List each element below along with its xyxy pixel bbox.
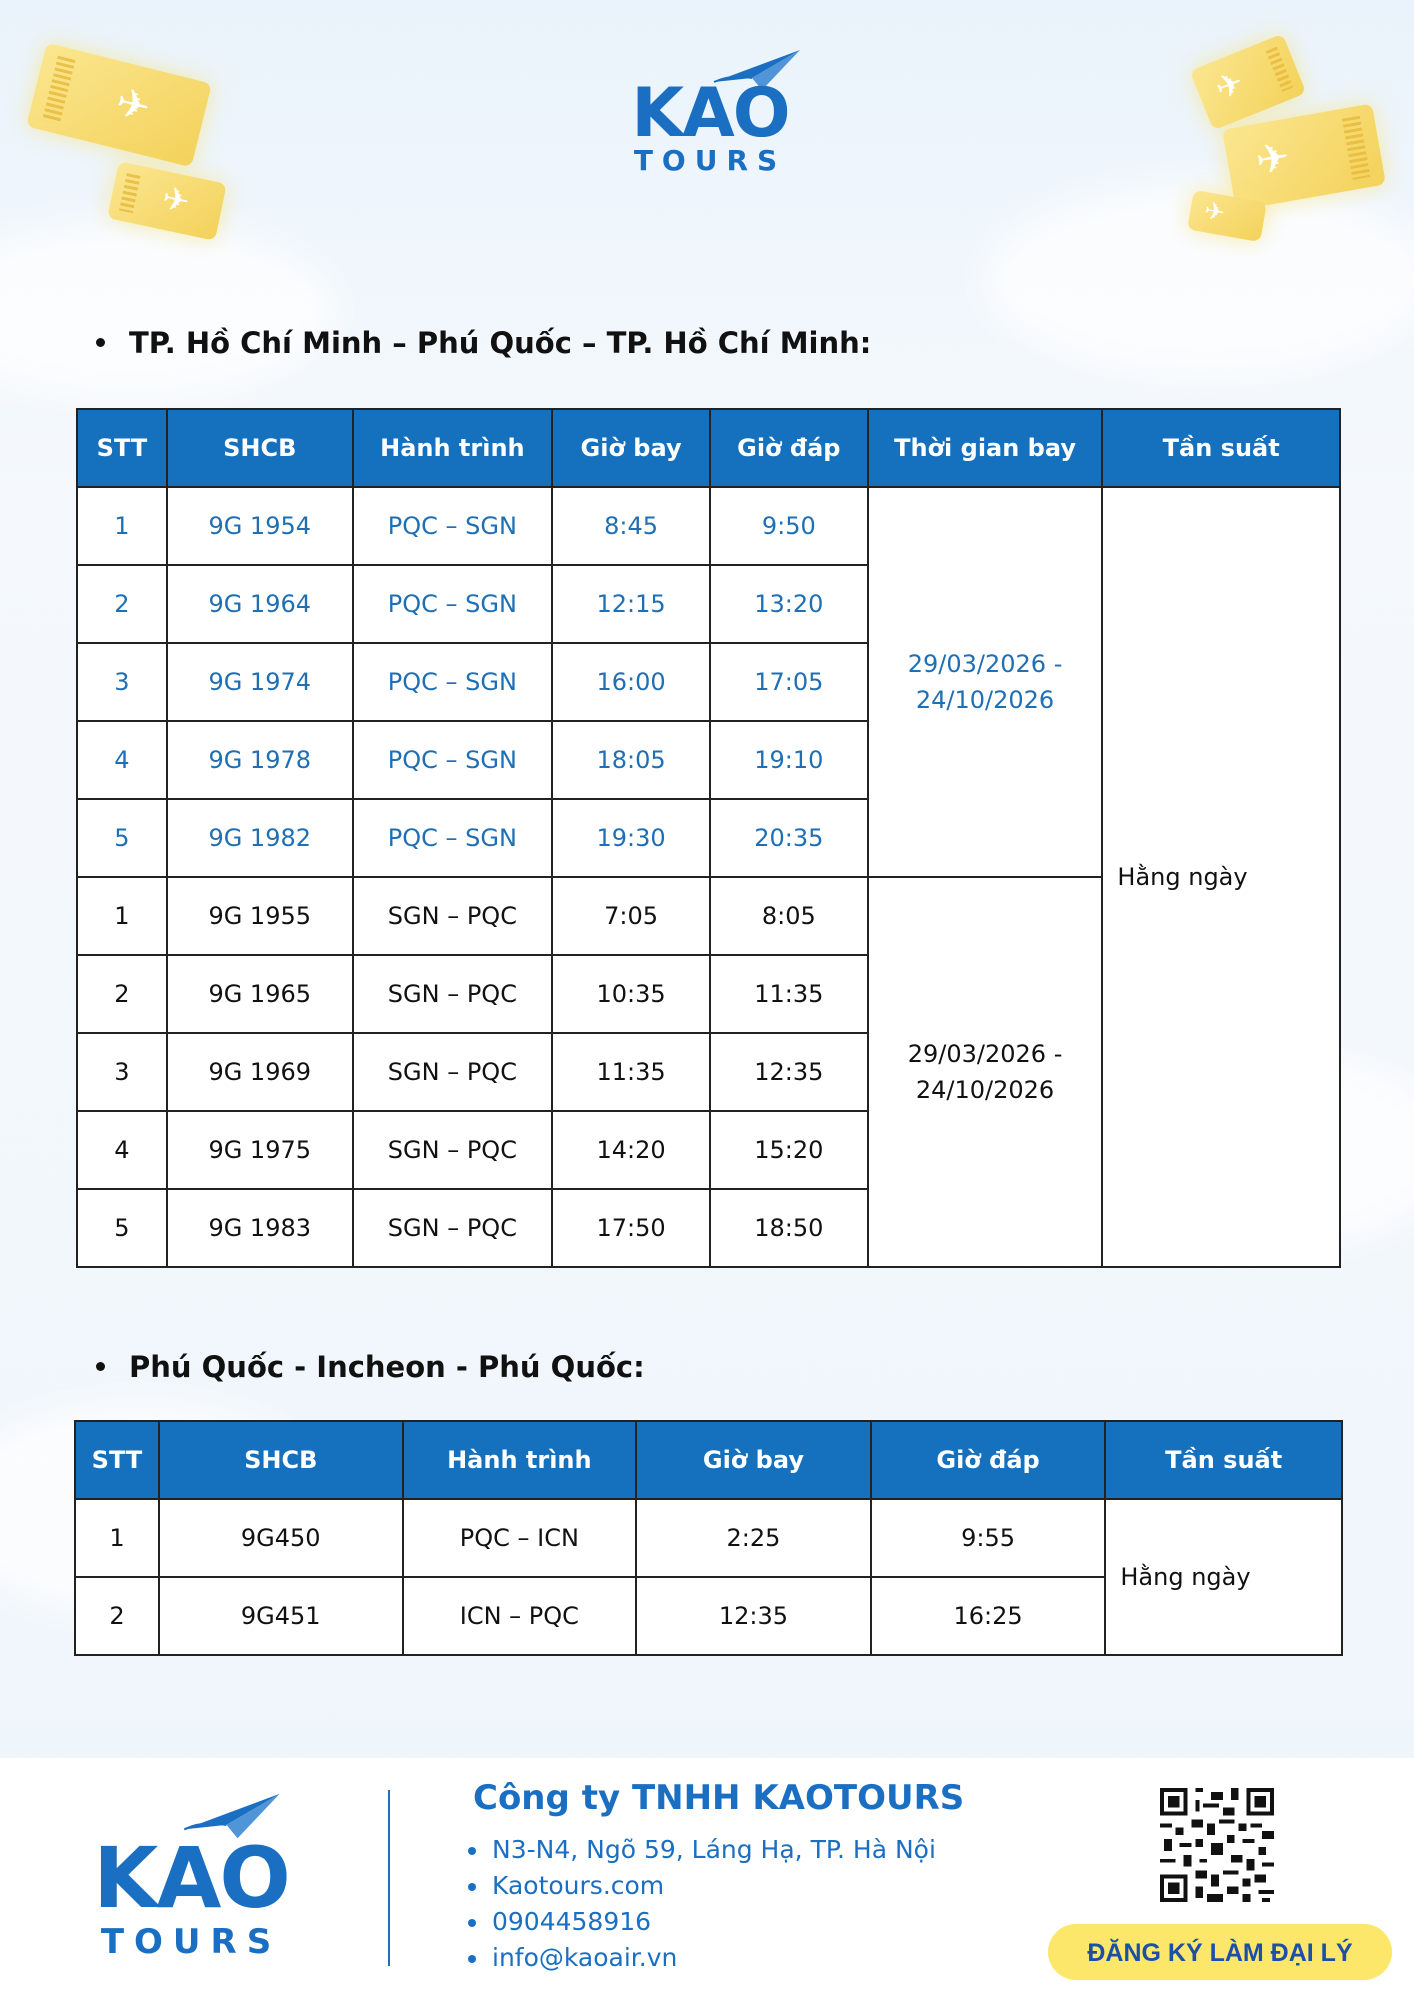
- cell-flight: 9G 1975: [167, 1111, 353, 1189]
- airplane-icon: ✈: [111, 79, 155, 132]
- airplane-icon: ✈: [1202, 196, 1227, 228]
- cell-route: PQC – SGN: [353, 643, 553, 721]
- header-stt: STT: [77, 409, 167, 487]
- table-header-row: [77, 409, 1340, 487]
- cell-arrive: 20:35: [710, 799, 868, 877]
- cell-route: SGN – PQC: [353, 1033, 553, 1111]
- barcode-decoration: [42, 56, 75, 124]
- cell-period-in: [868, 877, 1103, 1267]
- cell-depart: 7:05: [552, 877, 710, 955]
- ticket-decoration: [1190, 34, 1307, 131]
- cell-route: SGN – PQC: [353, 1189, 553, 1267]
- cell-depart: 11:35: [552, 1033, 710, 1111]
- cell-period-out: [868, 487, 1103, 877]
- contact-list: [468, 1832, 936, 1976]
- register-agent-button[interactable]: ĐĂNG KÝ LÀM ĐẠI LÝ: [1048, 1924, 1392, 1980]
- header-arrive: Giờ đáp: [871, 1421, 1106, 1499]
- bullet-icon: [468, 1883, 476, 1891]
- cell-frequency: Hằng ngày: [1105, 1499, 1342, 1655]
- section-title-hcm-pq: [96, 326, 871, 360]
- logo-tours: TOURS: [100, 1922, 282, 1962]
- cell-stt: 2: [77, 565, 167, 643]
- cell-arrive: 12:35: [710, 1033, 868, 1111]
- header-arrive: Giờ đáp: [710, 409, 868, 487]
- cloud-decoration: [0, 220, 340, 400]
- cell-depart: 17:50: [552, 1189, 710, 1267]
- cell-frequency: Hằng ngày: [1102, 487, 1340, 1267]
- cell-stt: 2: [75, 1577, 159, 1655]
- period-start: 29/03/2026 -: [907, 1040, 1063, 1068]
- bullet-icon: [468, 1955, 476, 1963]
- period-start: 29/03/2026 -: [907, 650, 1063, 678]
- cell-route: SGN – PQC: [353, 1111, 553, 1189]
- cell-route: SGN – PQC: [353, 877, 553, 955]
- company-name: Công ty TNHH KAOTOURS: [473, 1778, 965, 1818]
- cell-route: SGN – PQC: [353, 955, 553, 1033]
- header-depart: Giờ bay: [636, 1421, 871, 1499]
- contact-website[interactable]: [468, 1868, 936, 1904]
- bullet-icon: [96, 1362, 105, 1371]
- cell-flight: 9G 1955: [167, 877, 353, 955]
- header-logo: [620, 48, 800, 178]
- cell-flight: 9G451: [159, 1577, 403, 1655]
- contact-address: [468, 1832, 936, 1868]
- cell-depart: 2:25: [636, 1499, 871, 1577]
- cell-flight: 9G 1983: [167, 1189, 353, 1267]
- cell-depart: 8:45: [552, 487, 710, 565]
- cell-route: PQC – SGN: [353, 487, 553, 565]
- airplane-icon: ✈: [1209, 62, 1249, 108]
- cell-depart: 12:15: [552, 565, 710, 643]
- cell-stt: 5: [77, 799, 167, 877]
- cell-arrive: 8:05: [710, 877, 868, 955]
- header-depart: Giờ bay: [552, 409, 710, 487]
- cell-arrive: 16:25: [871, 1577, 1106, 1655]
- cell-stt: 5: [77, 1189, 167, 1267]
- contact-phone-text[interactable]: 0904458916: [492, 1907, 652, 1936]
- contact-address-text: N3-N4, Ngõ 59, Láng Hạ, TP. Hà Nội: [492, 1835, 936, 1864]
- airplane-icon: ✈: [1252, 133, 1294, 186]
- header-frequency: Tần suất: [1102, 409, 1340, 487]
- schedule-table-hcm-pq: [76, 408, 1341, 1268]
- cell-route: PQC – ICN: [403, 1499, 637, 1577]
- cell-stt: 2: [77, 955, 167, 1033]
- cell-stt: 4: [77, 1111, 167, 1189]
- cell-route: ICN – PQC: [403, 1577, 637, 1655]
- table-row: [75, 1499, 1342, 1577]
- section-title-text: TP. Hồ Chí Minh – Phú Quốc – TP. Hồ Chí Minh:: [129, 326, 872, 360]
- cell-depart: 12:35: [636, 1577, 871, 1655]
- airplane-icon: ✈: [158, 178, 193, 222]
- cell-arrive: 15:20: [710, 1111, 868, 1189]
- header-stt: STT: [75, 1421, 159, 1499]
- cell-route: PQC – SGN: [353, 721, 553, 799]
- cell-flight: 9G 1969: [167, 1033, 353, 1111]
- cell-stt: 1: [75, 1499, 159, 1577]
- cell-stt: 3: [77, 1033, 167, 1111]
- section-title-text: Phú Quốc - Incheon - Phú Quốc:: [129, 1350, 645, 1384]
- period-end: 24/10/2026: [915, 1076, 1055, 1104]
- header-shcb: SHCB: [159, 1421, 403, 1499]
- cell-arrive: 17:05: [710, 643, 868, 721]
- cell-depart: 18:05: [552, 721, 710, 799]
- contact-email[interactable]: [468, 1940, 936, 1976]
- cell-flight: 9G 1954: [167, 487, 353, 565]
- table-header-row: [75, 1421, 1342, 1499]
- bullet-icon: [468, 1847, 476, 1855]
- cell-flight: 9G 1965: [167, 955, 353, 1033]
- cell-flight: 9G450: [159, 1499, 403, 1577]
- schedule-table-pq-icn: [74, 1420, 1343, 1656]
- header-period: Thời gian bay: [868, 409, 1103, 487]
- qr-code-icon: [1160, 1788, 1274, 1902]
- section-title-pq-icn: [96, 1350, 645, 1384]
- contact-website-text[interactable]: Kaotours.com: [492, 1871, 665, 1900]
- logo-kao: KAO: [631, 74, 789, 153]
- cell-depart: 14:20: [552, 1111, 710, 1189]
- contact-phone[interactable]: [468, 1904, 936, 1940]
- footer: [0, 1758, 1414, 2000]
- header-frequency: Tần suất: [1105, 1421, 1342, 1499]
- cell-route: PQC – SGN: [353, 799, 553, 877]
- cell-flight: 9G 1964: [167, 565, 353, 643]
- cell-arrive: 9:50: [710, 487, 868, 565]
- cell-flight: 9G 1982: [167, 799, 353, 877]
- cell-arrive: 11:35: [710, 955, 868, 1033]
- cell-arrive: 19:10: [710, 721, 868, 799]
- cell-depart: 19:30: [552, 799, 710, 877]
- cell-stt: 1: [77, 877, 167, 955]
- footer-logo: [86, 1790, 296, 1960]
- cell-stt: 1: [77, 487, 167, 565]
- cell-flight: 9G 1974: [167, 643, 353, 721]
- barcode-decoration: [1266, 47, 1294, 92]
- bullet-icon: [96, 338, 105, 347]
- footer-divider: [388, 1790, 390, 1966]
- cell-flight: 9G 1978: [167, 721, 353, 799]
- ticket-decoration: [26, 43, 212, 168]
- bullet-icon: [468, 1919, 476, 1927]
- period-end: 24/10/2026: [915, 686, 1055, 714]
- contact-email-text[interactable]: info@kaoair.vn: [492, 1943, 678, 1972]
- logo-tours: TOURS: [633, 144, 787, 177]
- header-route: Hành trình: [353, 409, 553, 487]
- cell-arrive: 13:20: [710, 565, 868, 643]
- cell-arrive: 18:50: [710, 1189, 868, 1267]
- cell-arrive: 9:55: [871, 1499, 1106, 1577]
- cell-depart: 10:35: [552, 955, 710, 1033]
- barcode-decoration: [1342, 116, 1370, 180]
- ticket-decoration: [1222, 103, 1386, 210]
- cell-route: PQC – SGN: [353, 565, 553, 643]
- logo-kao: KAO: [93, 1829, 289, 1927]
- header-route: Hành trình: [403, 1421, 637, 1499]
- barcode-decoration: [119, 173, 141, 213]
- cell-stt: 3: [77, 643, 167, 721]
- cell-depart: 16:00: [552, 643, 710, 721]
- header-shcb: SHCB: [167, 409, 353, 487]
- table-row: [77, 487, 1340, 565]
- cell-stt: 4: [77, 721, 167, 799]
